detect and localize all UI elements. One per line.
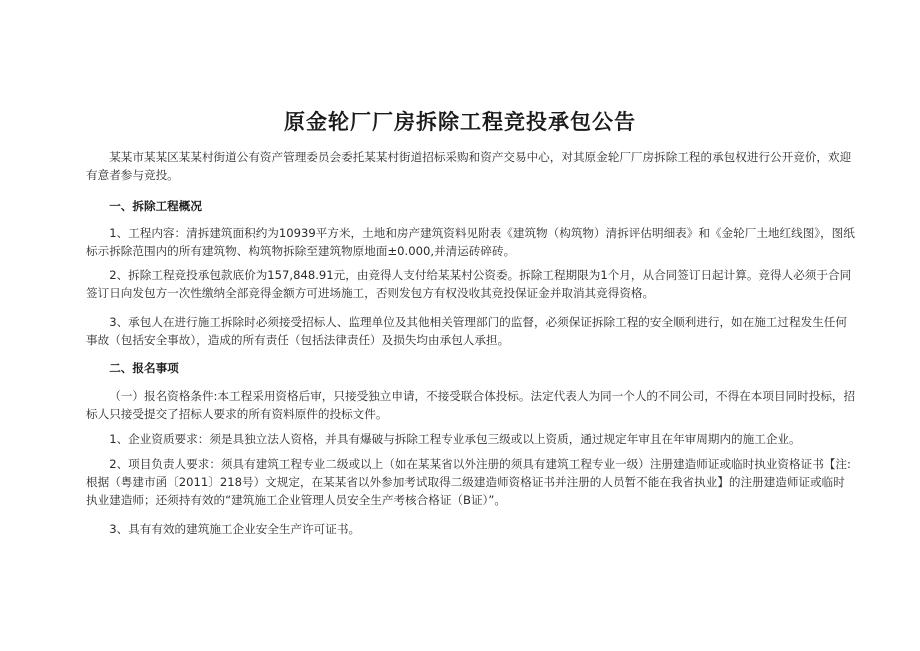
document-title: 原金轮厂厂房拆除工程竞投承包公告 bbox=[284, 110, 636, 134]
section-2-item-1: 1、企业资质要求：须是具独立法人资格，并具有爆破与拆除工程专业承包三级或以上资质，通过规定年审且在年审周期内的施工企业。 bbox=[109, 432, 801, 446]
section-1-item-2: 2、拆除工程竞投承包款底价为157,848.91元，由竞得人支付给某某村公资委。拆除工程期限为1个月，从合同签订日起计算。竞得人必须于合同签订日向发包方一次性缴纳全部竞得金额方可进场施工，否则发包方有权没收其竞投保证金并取消其竞得资格。 bbox=[86, 268, 852, 300]
section-1-item-1: 1、工程内容：清拆建筑面积约为10939平方米，土地和房产建筑资料见附表《建筑物（构筑物）清拆评估明细表》和《金轮厂土地红线图》，图纸标示拆除范围内的所有建筑物、构筑物拆除至建筑物原地面±0.000,并清运砖碎砖。 bbox=[86, 226, 855, 258]
section-2-item-2: 2、项目负责人要求：须具有建筑工程专业二级或以上（如在某某省以外注册的须具有建筑工程专业一级）注册建造师证或临时执业资格证书【注:根据（粤建市函〔2011〕218号）文规定，在某某省以外参加考试取得二级建造师资格证书并注册的人员暂不能在我省执业】的注册建造师证或临时执业建造师；还须持有效的“建筑施工企业管理人员安全生产考核合格证（B证）”。 bbox=[86, 457, 851, 507]
section-2-item-3: 3、具有有效的建筑施工企业安全生产许可证书。 bbox=[109, 522, 361, 536]
section-2-heading: 二、报名事项 bbox=[109, 361, 179, 375]
section-1-heading: 一、拆除工程概况 bbox=[109, 199, 202, 213]
section-1-item-3: 3、承包人在进行施工拆除时必须接受招标人、监理单位及其他相关管理部门的监督，必须保证拆除工程的安全顺利进行，如在施工过程发生任何事故（包括安全事故），造成的所有责任（包括法律责任）及损失均由承包人承担。 bbox=[86, 315, 847, 347]
intro-paragraph: 某某市某某区某某村街道公有资产管理委员会委托某某村街道招标采购和资产交易中心，对其原金轮厂厂房拆除工程的承包权进行公开竞价，欢迎有意者参与竞投。 bbox=[86, 150, 852, 182]
section-2-item-qualification: （一）报名资格条件:本工程采用资格后审，只接受独立申请，不接受联合体投标。法定代表人为同一个人的不同公司，不得在本项目同时投标，招标人只接受提交了招标人要求的所有资料原件的投标文件。 bbox=[86, 389, 856, 421]
